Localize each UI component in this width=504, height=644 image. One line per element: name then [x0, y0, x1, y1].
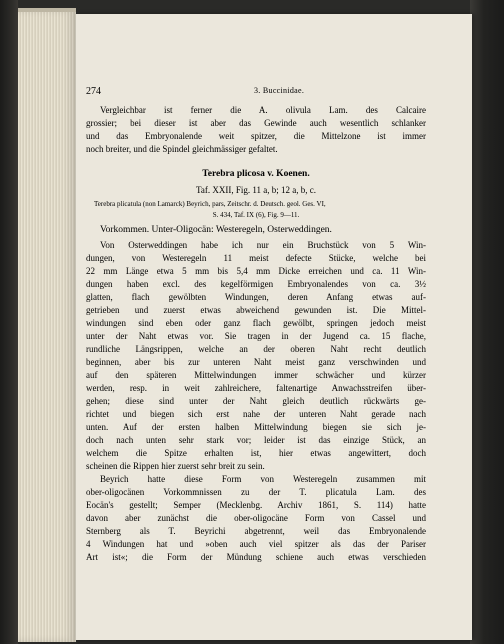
text-line: 4 Windungen hat und »oben auch viel spitzer als das der Pariser [86, 539, 426, 549]
text-line: Beyrich hatte diese Form von Westeregeln zusammen mit [100, 474, 426, 484]
synonym-citation: Terebra plicatula (non Lamarck) Beyrich, pars, Zeitschr. d. Deutsch. geol. Ges. VI, [94, 200, 326, 208]
text-line: Art ist«; die Form der Mündung schiene auch etwas verschieden [86, 552, 426, 562]
text-line: glatten, flach gewölbten Windungen, deren Anfang etwas auf- [86, 292, 426, 302]
text-line: und das Embryonalende weit spitzer, die Mittelzone ist immer [86, 131, 426, 141]
text-line: scheinen die Rippen hier zuerst sehr breit zu sein. [86, 461, 265, 471]
book-cover-edge [470, 0, 504, 644]
text-line: getrieben und zuerst etwas abweichend gewunden ist. Die Mittel- [86, 305, 426, 315]
book-binding [0, 0, 18, 644]
text-line: Vergleichbar ist ferner die A. olivula Lam. des Calcaire [100, 105, 426, 115]
text-line: rundliche Längsrippen, welche an der oberen Naht recht deutlich [86, 344, 426, 354]
synonym-citation-cont: S. 434, Taf. IX (6), Fig. 9—11. [212, 211, 300, 219]
text-line: 22 mm Länge etwa 5 mm bis 5,4 mm Dicke erreichen und ca. 11 Win- [86, 266, 426, 276]
running-head: 3. Buccinidae. [254, 86, 305, 95]
occurrence-line: Vorkommen. Unter-Oligocän: Westeregeln, Osterweddingen. [100, 225, 332, 235]
text-line: werden, resp. in weit zahlreichere, faltenartige Anwachsstreifen über- [86, 383, 426, 393]
plate-reference: Taf. XXII, Fig. 11 a, b; 12 a, b, c. [195, 185, 316, 195]
text-line: unten. Auf der ersten halben Mittelwindung biegen sie sich je- [86, 422, 426, 432]
page-stack-edge [18, 10, 76, 642]
text-line: windungen sind eben oder ganz flach gewölbt, springen jedoch meist [86, 318, 426, 328]
text-line: noch breiter, und die Spindel gleichmässiger gefaltet. [86, 144, 278, 154]
text-line: Eocän's gestellt; Semper (Mecklenbg. Archiv 1861, S. 114) hatte [86, 500, 426, 510]
page-stack-top [18, 8, 76, 12]
text-line: unter der Naht etwas vor. Sie tragen in der Jugend ca. 15 flache, [86, 331, 426, 341]
text-line: gehen; diese sind unter der Naht gleich deutlich rückwärts ge- [86, 396, 426, 406]
text-line: dungen haben excl. des kegelförmigen Embryonalendes von ca. 3½ [86, 279, 426, 289]
text-line: auf den späteren Mittelwindungen immer schwächer und kürzer [86, 370, 426, 380]
text-line: Sternberg als T. Beyrichi abgetrennt, weil das Embryonalende [86, 526, 426, 536]
text-line: grossier; bei dieser ist aber das Gewinde auch wesentlich schlanker [86, 118, 426, 128]
text-line: doch nach unten sehr stark vor; leider ist das einzige Stück, an [86, 435, 426, 445]
text-line: richtet und biegen sich erst nahe der unteren Naht gerade nach [86, 409, 426, 419]
species-heading: Terebra plicosa v. Koenen. [202, 169, 310, 179]
text-line: davon aber zunächst die ober-oligocäne Form von Cassel und [86, 513, 426, 523]
text-line: beginnen, aber bis zur unteren Naht meist ganz verschwinden und [86, 357, 426, 367]
text-line: Von Osterweddingen habe ich nur ein Bruchstück von 5 Win- [100, 240, 426, 250]
page-number: 274 [86, 86, 101, 97]
text-line: welchem die Spitze erhalten ist, hier etwas angewittert, doch [86, 448, 426, 458]
text-line: dungen, von Westeregeln 11 meist defecte Stücke, welche bei [86, 253, 426, 263]
text-line: ober-oligocänen Vorkommnissen zu der T. plicatula Lam. des [86, 487, 426, 497]
